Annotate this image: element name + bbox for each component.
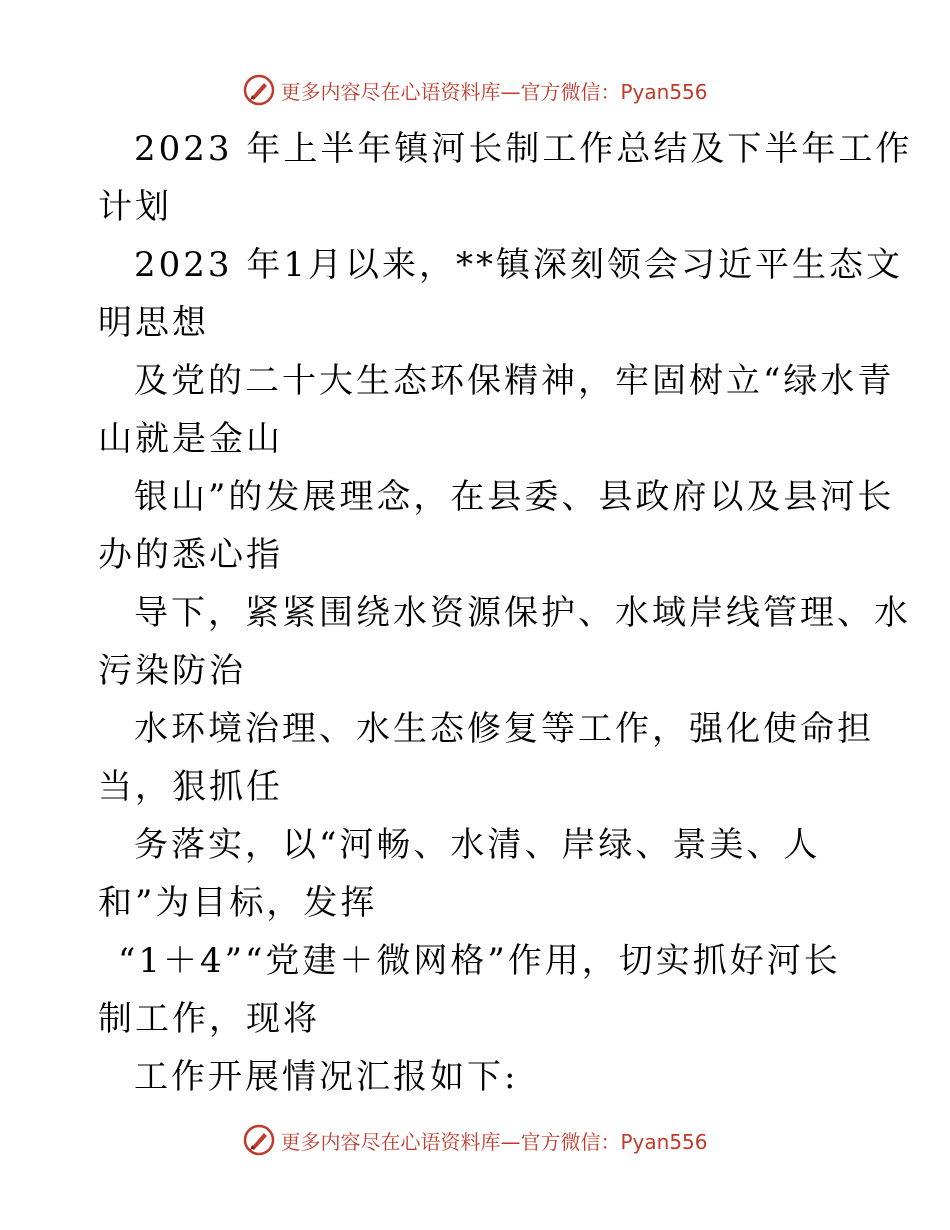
text-line: 导下，紧紧围绕水资源保护、水域岸线管理、水	[134, 593, 911, 633]
header-watermark	[0, 70, 950, 110]
text-line: 工作开展情况汇报如下:	[134, 1057, 519, 1097]
watermark-text: 更多内容尽在心语资料库—官方微信：Pyan556	[280, 1129, 708, 1154]
text-line: 及党的二十大生态环保精神，牢固树立“绿水青	[134, 361, 895, 401]
text-line: 和”为目标，发挥	[98, 883, 378, 923]
text-line: 2023 年上半年镇河长制工作总结及下半年工作	[134, 129, 913, 169]
text-line: 办的悉心指	[98, 535, 283, 575]
pen-logo-icon	[242, 73, 276, 107]
text-line: “1＋4”“党建＋微网格”作用，切实抓好河长	[118, 941, 841, 981]
watermark-text: 更多内容尽在心语资料库—官方微信：Pyan556	[280, 79, 708, 104]
text-line: 山就是金山	[98, 419, 283, 459]
text-line: 制工作，现将	[98, 999, 320, 1039]
text-line: 银山”的发展理念，在县委、县政府以及县河长	[134, 477, 895, 517]
text-line: 当，狠抓任	[98, 767, 283, 807]
text-line: 明思想	[98, 303, 209, 343]
text-line: 2023 年1月以来，**镇深刻领会习近平生态文	[134, 245, 903, 285]
text-line: 计划	[98, 187, 172, 227]
pen-logo-icon	[242, 1123, 276, 1157]
document-body	[98, 120, 913, 1106]
text-line: 务落实，以“河畅、水清、岸绿、景美、人	[134, 825, 821, 865]
text-line: 污染防治	[98, 651, 246, 691]
footer-watermark	[0, 1120, 950, 1160]
text-line: 水环境治理、水生态修复等工作，强化使命担	[134, 709, 874, 749]
